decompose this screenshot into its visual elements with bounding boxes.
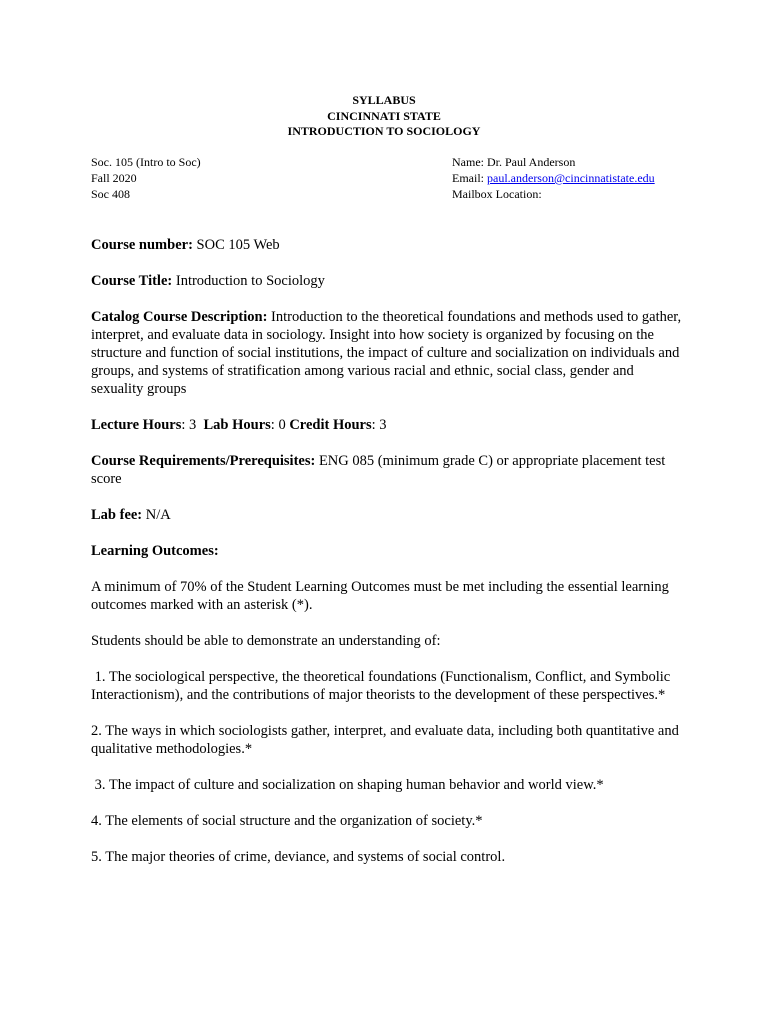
course-title-value: Introduction to Sociology bbox=[175, 273, 325, 289]
prerequisites-label: Course Requirements/Prerequisites: bbox=[91, 453, 316, 469]
header-line-course: INTRODUCTION TO SOCIOLOGY bbox=[287, 124, 481, 138]
catalog-description-paragraph bbox=[91, 308, 683, 398]
instructor-name: Dr. Paul Anderson bbox=[487, 155, 576, 169]
syllabus-body bbox=[91, 236, 683, 884]
catalog-description-text: Introduction to the theoretical foundations and methods used to gather, interpret, and evaluate data in sociology. Insight into how society is organized by focusing on the structure and function of social institutions, the impact of culture and socialization on individuals and groups, and systems of stratification among various racial and ethnic, social class, gender and sexuality groups bbox=[91, 309, 682, 397]
instructor-mailbox-label: Mailbox Location: bbox=[452, 187, 542, 201]
course-code: Soc. 105 (Intro to Soc) bbox=[91, 155, 201, 169]
outcome-item-5: 5. The major theories of crime, deviance, and systems of social control. bbox=[91, 849, 506, 865]
prerequisites-text: ENG 085 (minimum grade C) or appropriate placement test score bbox=[91, 453, 666, 487]
instructor-email-label: Email: bbox=[452, 171, 484, 185]
course-number-paragraph bbox=[91, 236, 683, 254]
course-term: Fall 2020 bbox=[91, 171, 137, 185]
prerequisites-paragraph bbox=[91, 452, 683, 488]
outcome-item-1: 1. The sociological perspective, the theoretical foundations (Functionalism, Conflict, and Symbolic Interactionism), and the contributions of major theorists to the development of these perspectives.* bbox=[91, 669, 674, 703]
syllabus-header bbox=[0, 93, 768, 140]
outcomes-intro: A minimum of 70% of the Student Learning Outcomes must be met including the essential learning outcomes marked with an asterisk (*). bbox=[91, 579, 669, 613]
instructor-info-block bbox=[452, 154, 655, 202]
instructor-email-line bbox=[452, 170, 655, 186]
course-room: Soc 408 bbox=[91, 187, 130, 201]
course-info-block bbox=[91, 154, 201, 202]
lab-fee-value: N/A bbox=[145, 507, 171, 523]
catalog-description-label: Catalog Course Description: bbox=[91, 309, 268, 325]
instructor-email-link[interactable]: paul.anderson@cincinnatistate.edu bbox=[487, 171, 655, 185]
lab-fee-paragraph bbox=[91, 506, 683, 524]
outcome-item-3: 3. The impact of culture and socialization on shaping human behavior and world view.* bbox=[91, 777, 604, 793]
course-title-label: Course Title: bbox=[91, 273, 173, 289]
outcomes-lead: Students should be able to demonstrate an understanding of: bbox=[91, 633, 441, 649]
lab-hours-label: Lab Hours bbox=[203, 417, 271, 433]
hours-paragraph bbox=[91, 416, 683, 434]
lecture-hours-label: Lecture Hours bbox=[91, 417, 182, 433]
instructor-mailbox-line bbox=[452, 186, 655, 202]
credit-hours-value: : 3 bbox=[371, 417, 387, 433]
outcome-item-4: 4. The elements of social structure and the organization of society.* bbox=[91, 813, 483, 829]
credit-hours-label: Credit Hours bbox=[289, 417, 372, 433]
instructor-name-line bbox=[452, 154, 655, 170]
outcome-item-2: 2. The ways in which sociologists gather, interpret, and evaluate data, including both quantitative and qualitative methodologies.* bbox=[91, 723, 679, 757]
course-number-label: Course number: bbox=[91, 237, 193, 253]
header-line-college: CINCINNATI STATE bbox=[327, 108, 441, 123]
header-line-syllabus: SYLLABUS bbox=[352, 93, 416, 107]
course-number-value: SOC 105 Web bbox=[196, 237, 280, 253]
learning-outcomes-heading: Learning Outcomes: bbox=[91, 543, 219, 559]
course-title-paragraph bbox=[91, 272, 683, 290]
lab-fee-label: Lab fee: bbox=[91, 507, 143, 523]
instructor-name-label: Name: bbox=[452, 155, 484, 169]
lecture-hours-value: : 3 bbox=[181, 417, 197, 433]
lab-hours-value: : 0 bbox=[270, 417, 286, 433]
